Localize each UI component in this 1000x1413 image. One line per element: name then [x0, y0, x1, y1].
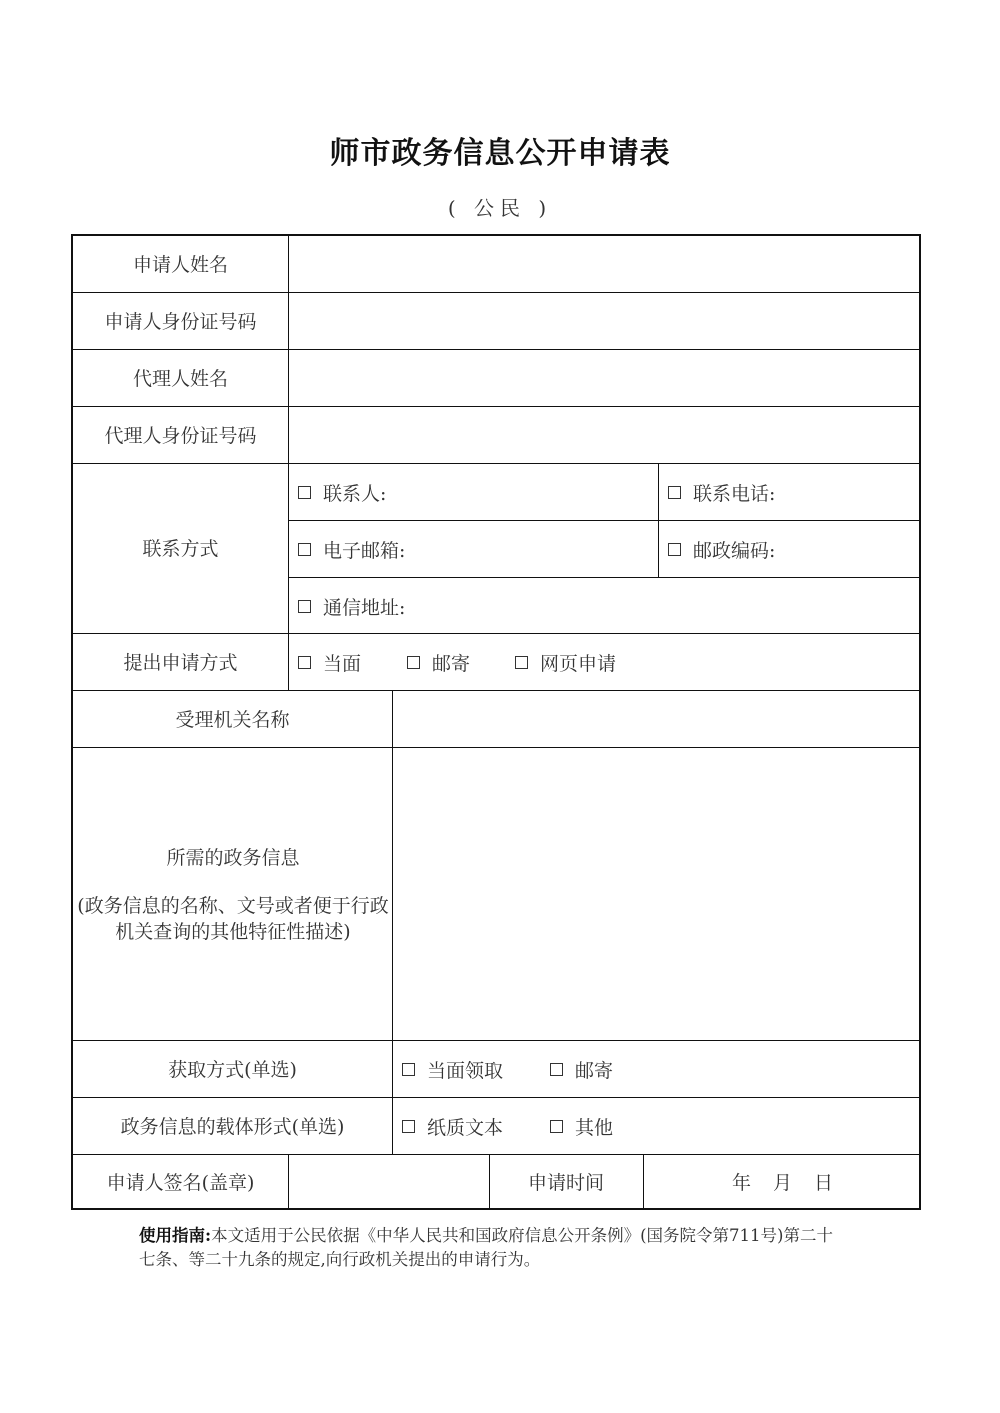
signature-label: 申请人签名(盖章): [106, 1171, 255, 1194]
agent-id-field[interactable]: [289, 408, 919, 462]
contact-phone-option[interactable]: [668, 464, 775, 521]
info-needed-field[interactable]: [394, 749, 919, 1039]
contact-label: 联系方式: [142, 538, 219, 560]
carrier-option-other[interactable]: [550, 1098, 613, 1155]
option-label: 纸质文本: [427, 1117, 504, 1139]
option-label: 其他: [575, 1117, 614, 1139]
obtain-option-in-person[interactable]: [402, 1041, 503, 1098]
agency-name-label: 受理机关名称: [175, 708, 290, 731]
carrier-label: 政务信息的载体形式(单选): [120, 1115, 345, 1138]
checkbox-icon[interactable]: [402, 1063, 415, 1076]
form-subtitle: ( 公民 ): [447, 196, 553, 220]
submit-option-mail[interactable]: [407, 634, 470, 691]
contact-person-label: 联系人:: [323, 483, 387, 505]
submit-option-web[interactable]: [515, 634, 616, 691]
option-label: 网页申请: [540, 653, 617, 675]
info-needed-hint: (政务信息的名称、文号或者便于行政机关查询的其他特征性描述): [77, 894, 389, 943]
agent-name-field[interactable]: [289, 351, 919, 405]
checkbox-icon[interactable]: [515, 656, 528, 669]
postcode-label: 邮政编码:: [693, 540, 776, 562]
agent-id-label: 代理人身份证号码: [104, 424, 257, 447]
address-label: 通信地址:: [323, 596, 406, 619]
submit-method-label: 提出申请方式: [123, 651, 238, 674]
applicant-name-label: 申请人姓名: [132, 253, 228, 276]
option-label: 当面: [323, 653, 362, 675]
applicant-id-label: 申请人身份证号码: [104, 310, 257, 333]
contact-phone-label: 联系电话:: [693, 483, 776, 505]
checkbox-icon[interactable]: [298, 543, 311, 556]
signature-field[interactable]: [289, 1156, 488, 1209]
checkbox-icon[interactable]: [298, 656, 311, 669]
obtain-option-mail[interactable]: [550, 1041, 613, 1098]
checkbox-icon[interactable]: [550, 1063, 563, 1076]
carrier-option-paper[interactable]: [402, 1098, 503, 1155]
address-option[interactable]: [298, 578, 405, 634]
checkbox-icon[interactable]: [407, 656, 420, 669]
guide-text: 本文适用于公民依据《中华人民共和国政府信息公开条例》(国务院令第711号)第二十七条、等二十九条的规定,向行政机关提出的申请行为。: [139, 1226, 833, 1269]
column-divider: [392, 690, 393, 1154]
applicant-id-field[interactable]: [289, 294, 919, 348]
option-label: 邮寄: [575, 1060, 614, 1082]
info-needed-label: 所需的政务信息: [166, 846, 300, 869]
agency-name-field[interactable]: [394, 692, 919, 746]
info-needed-label-cell: [77, 748, 389, 1041]
email-option[interactable]: [298, 521, 405, 578]
option-label: 当面领取: [427, 1060, 504, 1082]
apply-time-label: 申请时间: [527, 1171, 604, 1194]
obtain-method-label: 获取方式(单选): [168, 1058, 297, 1081]
checkbox-icon[interactable]: [298, 600, 311, 613]
email-label: 电子邮箱:: [323, 540, 406, 562]
checkbox-icon[interactable]: [298, 486, 311, 499]
apply-date-field[interactable]: 年 月 日: [731, 1171, 834, 1194]
guide-heading: 使用指南:: [139, 1226, 212, 1245]
form-title: 师市政务信息公开申请表: [329, 136, 671, 171]
checkbox-icon[interactable]: [668, 543, 681, 556]
agent-name-label: 代理人姓名: [132, 367, 228, 390]
usage-guide: [139, 1224, 839, 1272]
applicant-name-field[interactable]: [289, 237, 919, 291]
submit-option-in-person[interactable]: [298, 634, 361, 691]
contact-person-option[interactable]: [298, 464, 386, 521]
checkbox-icon[interactable]: [550, 1120, 563, 1133]
option-label: 邮寄: [432, 653, 471, 675]
checkbox-icon[interactable]: [402, 1120, 415, 1133]
column-divider: [658, 463, 659, 577]
checkbox-icon[interactable]: [668, 486, 681, 499]
postcode-option[interactable]: [668, 521, 775, 578]
application-form: [71, 234, 921, 1210]
